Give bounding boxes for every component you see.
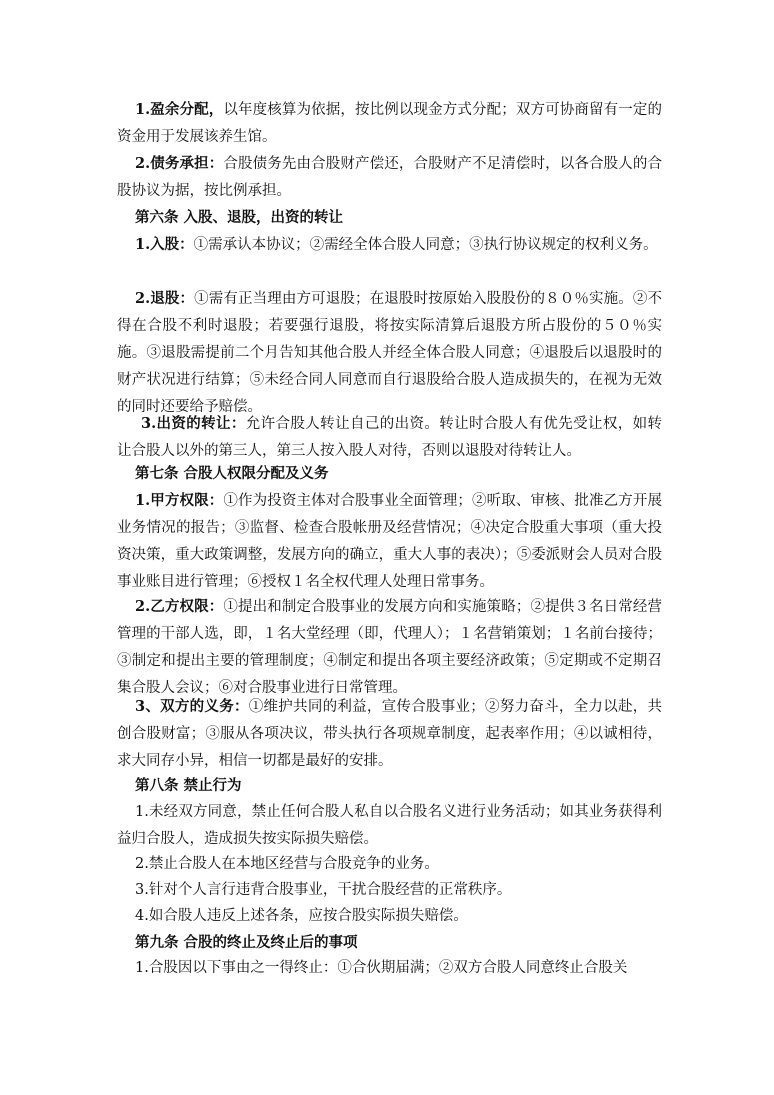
paragraph-prohibition-1: 1.未经双方同意，禁止任何合股人私自以合股名义进行业务活动；如其业务获得利益归合股人，造成损失按实际损失赔偿。 (117, 804, 662, 847)
paragraph-joining (117, 231, 662, 259)
paragraph-prohibition-4: 4.如合股人违反上述各条，应按合股实际损失赔偿。 (135, 908, 468, 924)
clause-lead: 2.退股： (135, 290, 195, 307)
clause-text: ①维护共同的利益，宣传合股事业；②努力奋斗，全力以赴，共创合股财富；③服从各项决议，带头执行各项规章制度，起表率作用；④以诚相待，求大同存小异，相信一切都是最好的安排。 (117, 699, 663, 769)
clause-text: 合股债务先由合股财产偿还，合股财产不足清偿时，以各合股人的合股协议为据，按比例承担。 (117, 156, 662, 199)
paragraph-withdrawal (117, 285, 662, 421)
paragraph-prohibition-3: 3.针对个人言行违背合股事业，干扰合股经营的正常秩序。 (135, 882, 512, 898)
clause-text: ①需承认本协议；②需经全体合股人同意；③执行协议规定的权利义务。 (193, 237, 658, 253)
clause-lead: 2.债务承担： (135, 155, 224, 172)
paragraph-party-a-rights (117, 487, 662, 596)
paragraph-mutual-obligations (117, 693, 662, 775)
article-8-heading: 第八条 禁止行为 (135, 777, 242, 794)
clause-text: 以年度核算为依据，按比例以现金方式分配；双方可协商留有一定的资金用于发展该养生馆。 (117, 102, 662, 145)
clause-text: ①提出和制定合股事业的发展方向和实施策略；②提供３名日常经营管理的干部人选，即，１名大堂经理（即，代理人）；１名营销策划；１名前台接待；③制定和提出主要的管理制度；④制定和提出各项主要经济政策；⑤定期或不定期召集合股人会议；⑥对合股事业进行日常管理。 (117, 599, 662, 696)
clause-lead: 1.甲方权限： (135, 492, 224, 509)
paragraph-debt-bearing (117, 150, 662, 205)
clause-lead: 2.乙方权限： (135, 598, 224, 615)
article-6-heading: 第六条 入股、退股，出资的转让 (135, 209, 344, 226)
clause-text: ①作为投资主体对合股事业全面管理；②听取、审核、批准乙方开展业务情况的报告；③监督、检查合股帐册及经营情况；④决定合股重大事项（重大投资决策，重大政策调整，发展方向的确立，重大人事的表决）；⑤委派财会人员对合股事业账目进行管理；⑥授权１名全权代理人处理日常事务。 (117, 493, 662, 590)
paragraph-termination-1: 1.合股因以下事由之一得终止：①合伙期届满；②双方合股人同意终止合股关 (135, 960, 628, 976)
clause-lead: 3.出资的转让： (141, 415, 246, 432)
paragraph-prohibition-2: 2.禁止合股人在本地区经营与合股竞争的业务。 (135, 856, 439, 872)
paragraph-transfer (117, 410, 662, 465)
article-9-heading: 第九条 合股的终止及终止后的事项 (135, 934, 358, 951)
clause-text: 允许合股人转让自己的出资。转让时合股人有优先受让权，如转让合股人以外的第三人，第三人按入股人对待，否则以退股对待转让人。 (117, 416, 663, 459)
clause-text: ①需有正当理由方可退股；在退股时按原始入股股份的８０％实施。②不得在合股不利时退股；若要强行退股，将按实际清算后退股方所占股份的５０％实施。③退股需提前二个月告知其他合股人并经全体合股人同意；④退股后以退股时的财产状况进行结算；⑤未经合同人同意而自行退股给合股人造成损失的，在视为无效的同时还要给予赔偿。 (117, 291, 662, 415)
clause-lead: 1.盈余分配， (135, 101, 224, 118)
clause-lead: 1.入股： (135, 236, 194, 253)
paragraph-party-b-rights (117, 593, 662, 702)
clause-lead: 3、双方的义务： (135, 698, 249, 715)
paragraph-profit-distribution (117, 96, 662, 151)
article-7-heading: 第七条 合股人权限分配及义务 (135, 465, 329, 482)
